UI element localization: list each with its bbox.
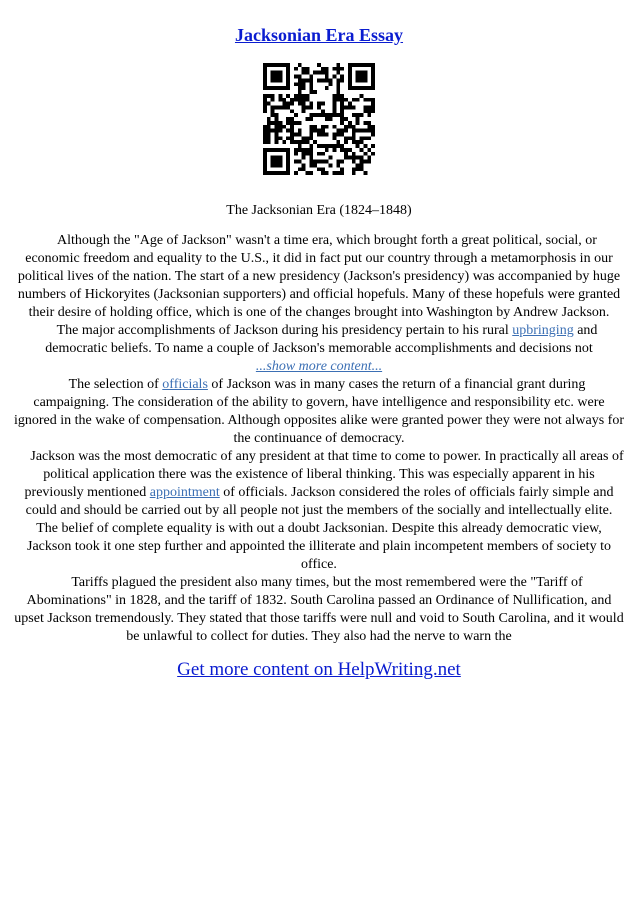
essay-subtitle: The Jacksonian Era (1824–1848): [226, 203, 412, 218]
upbringing-link[interactable]: upbringing: [512, 323, 574, 338]
paragraph-1: Although the "Age of Jackson" wasn't a time era, which brought forth a great political, social, or economic freedom and equality to the U.S., it did in fact put our country through a metamorphosis in our political lives of the nation. The start of a new presidency (Jackson's presidency) was accompanied by huge numbers of Hickoryites (Jacksonian supporters) and official hopefuls. Many of these hopefuls were granted their desire of holding office, which is one of the changes brought into Washington by Andrew Jackson.: [17, 233, 621, 320]
paragraph-5: Tariffs plagued the president also many times, but the most remembered were the "Tariff of Abominations" in 1828, and the tariff of 1832. South Carolina passed an Ordinance of Nullification, and upset Jackson tremendously. They stated that those tariffs were null and void to South Carolina, and it would be unlawful to collect for duties. They also had the nerve to warn the: [14, 575, 624, 644]
officials-link[interactable]: officials: [162, 377, 208, 392]
paragraph-3: The selection of officials of Jackson was in many cases the return of a financial grant during campaigning. The consideration of the ability to govern, have intelligence and responsibility etc. were ignored in the wake of compensation. Although opposites alike were granted power they were not always for the continuance of democracy.: [14, 377, 624, 446]
show-more-link[interactable]: ...show more content...: [255, 359, 383, 374]
footer: [0, 658, 638, 682]
title-link[interactable]: Jacksonian Era Essay: [234, 25, 404, 45]
qr-code: [263, 63, 375, 175]
essay-body: [14, 232, 624, 646]
get-more-content-link[interactable]: Get more content on HelpWriting.net: [177, 659, 461, 680]
document-title: [0, 24, 638, 46]
paragraph-2: The major accomplishments of Jackson during his presidency pertain to his rural upbringing and democratic beliefs. To name a couple of Jackson's memorable accomplishments and decisions not ...show more content...: [14, 322, 624, 376]
paragraph-4: Jackson was the most democratic of any president at that time to come to power. In practically all areas of political application there was the existence of liberal thinking. This was especially apparent in his previously mentioned appointment of officials. Jackson considered the roles of officials fairly simple and could and should be carried out by all people not just the members of the socially and intellectually elite. The belief of complete equality is with out a doubt Jacksonian. Despite this already democratic view, Jackson took it one step further and appointed the illiterate and plain incompetent members of society to office.: [24, 449, 624, 572]
appointment-link[interactable]: appointment: [149, 485, 220, 500]
